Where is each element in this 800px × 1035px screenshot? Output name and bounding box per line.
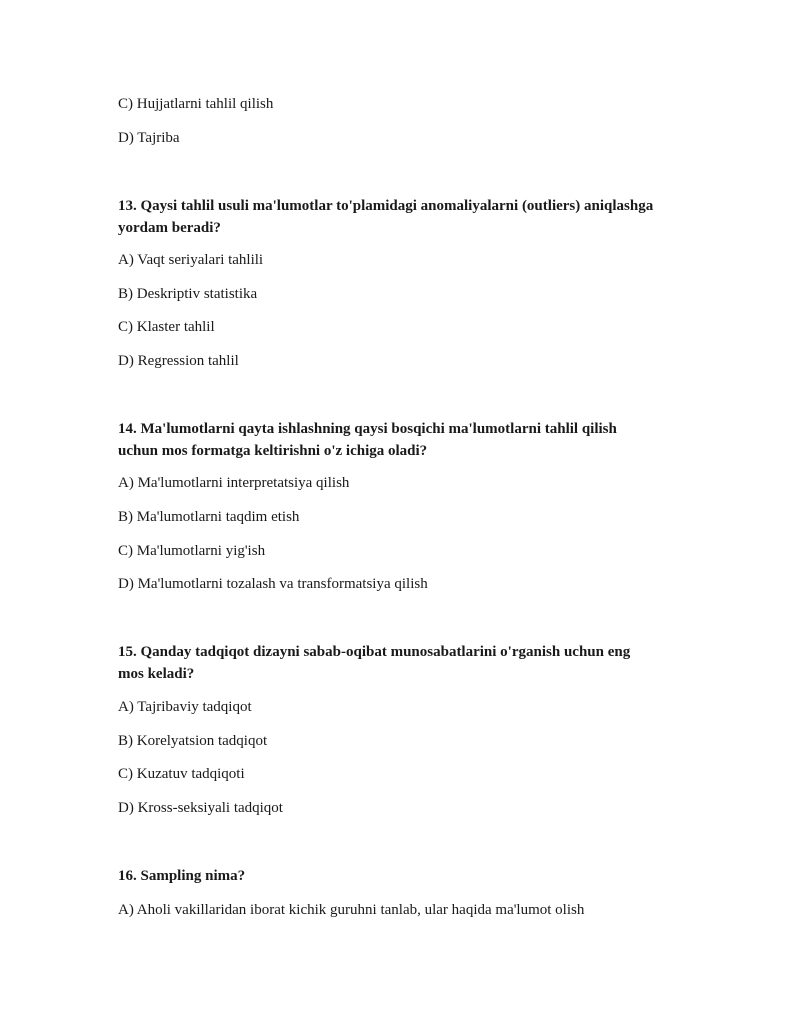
- question-15-option-c: C) Kuzatuv tadqiqoti: [118, 766, 245, 782]
- question-14-title-line-1: 14. Ma'lumotlarni qayta ishlashning qaysi bosqichi ma'lumotlarni tahlil qilish: [118, 421, 617, 437]
- question-14-option-d: D) Ma'lumotlarni tozalash va transformatsiya qilish: [118, 576, 428, 592]
- question-14-option-a: A) Ma'lumotlarni interpretatsiya qilish: [118, 475, 350, 491]
- question-16-option-a: A) Aholi vakillaridan iborat kichik guruhni tanlab, ular haqida ma'lumot olish: [118, 902, 585, 918]
- question-15-option-d: D) Kross-seksiyali tadqiqot: [118, 800, 283, 816]
- question-13-option-a: A) Vaqt seriyalari tahlili: [118, 252, 264, 268]
- question-16-title: 16. Sampling nima?: [118, 868, 246, 884]
- option-c-prev: C) Hujjatlarni tahlil qilish: [118, 96, 274, 112]
- question-13-title-line-1: 13. Qaysi tahlil usuli ma'lumotlar to'plamidagi anomaliyalarni (outliers) aniqlashga: [118, 198, 654, 214]
- question-13-option-b: B) Deskriptiv statistika: [118, 286, 258, 302]
- question-15-title-line-2: mos keladi?: [118, 666, 195, 682]
- question-14-option-c: C) Ma'lumotlarni yig'ish: [118, 543, 266, 559]
- question-15-option-b: B) Korelyatsion tadqiqot: [118, 733, 268, 749]
- question-14-option-b: B) Ma'lumotlarni taqdim etish: [118, 509, 300, 525]
- option-d-prev: D) Tajriba: [118, 130, 180, 146]
- question-13-title-line-2: yordam beradi?: [118, 220, 221, 236]
- question-15-title-line-1: 15. Qanday tadqiqot dizayni sabab-oqibat munosabatlarini o'rganish uchun eng: [118, 644, 631, 660]
- question-15-option-a: A) Tajribaviy tadqiqot: [118, 699, 252, 715]
- question-13-option-c: C) Klaster tahlil: [118, 319, 215, 335]
- question-13-option-d: D) Regression tahlil: [118, 353, 239, 369]
- question-14-title-line-2: uchun mos formatga keltirishni o'z ichiga oladi?: [118, 443, 428, 459]
